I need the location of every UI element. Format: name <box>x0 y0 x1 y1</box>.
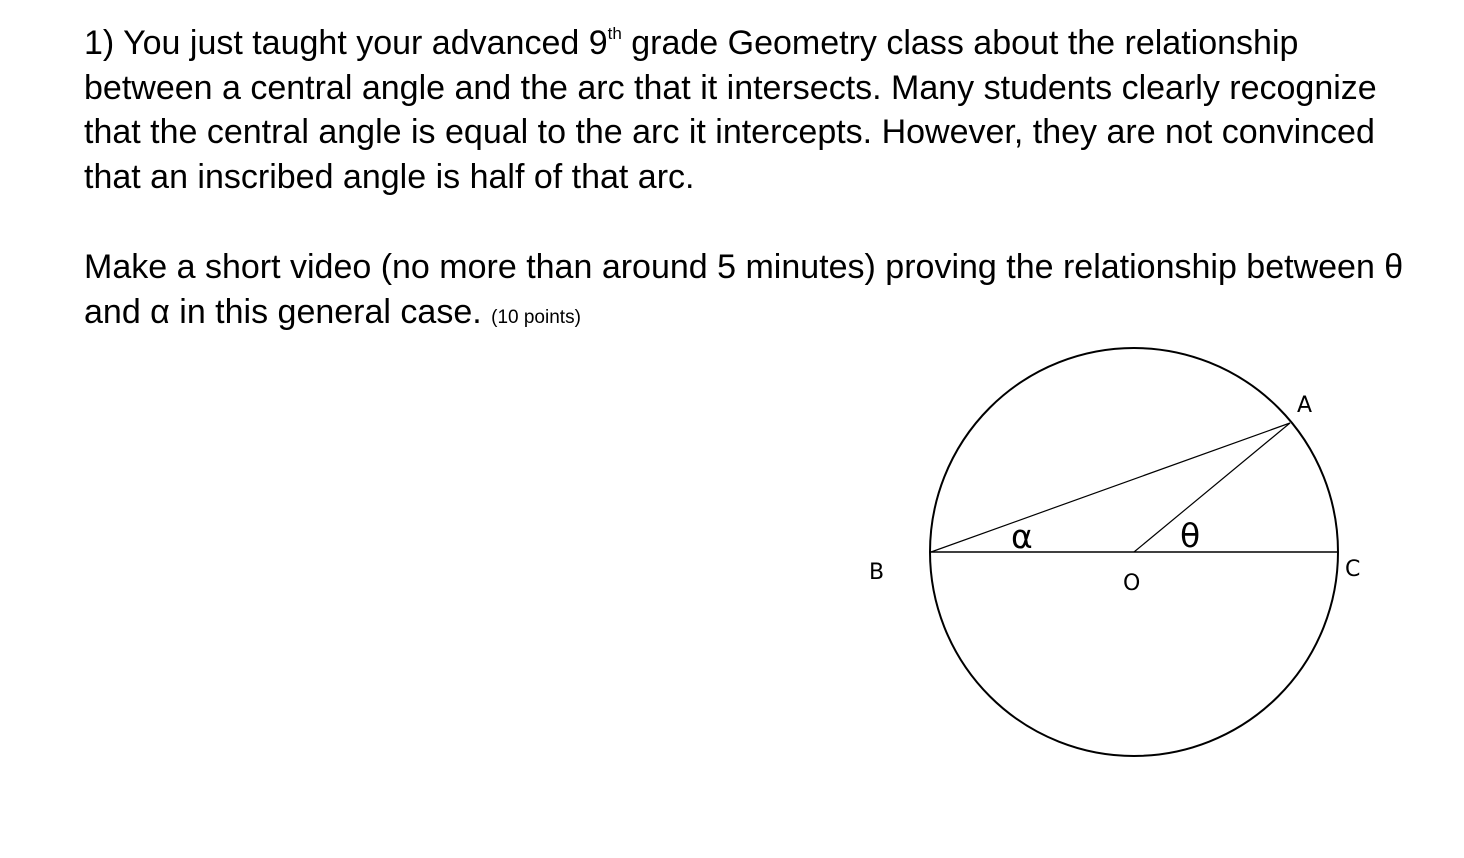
chord-ba <box>931 423 1290 552</box>
ordinal-superscript: th <box>607 24 622 43</box>
label-o: O <box>1123 571 1141 596</box>
question-prefix: 1) You just taught your advanced 9 <box>84 24 608 62</box>
question-suffix: grade Geometry class about the relationship between a central angle and the arc that it intersects. Many students clearly recognize that the central angle is equal to the arc it intercepts. However, they are not convinced that an inscribed angle is half of that arc. <box>84 24 1377 196</box>
angle-theta-label: θ <box>1180 516 1201 555</box>
angle-alpha-label: α <box>1011 517 1033 556</box>
label-c: C <box>1345 557 1361 582</box>
points-label: (10 points) <box>491 306 581 328</box>
task-instruction: Make a short video (no more than around 5 minutes) proving the relationship between θ and α in this general case. <box>84 248 1404 331</box>
radius-oa <box>1134 423 1290 552</box>
label-b: B <box>869 560 885 585</box>
label-a: A <box>1297 393 1313 418</box>
